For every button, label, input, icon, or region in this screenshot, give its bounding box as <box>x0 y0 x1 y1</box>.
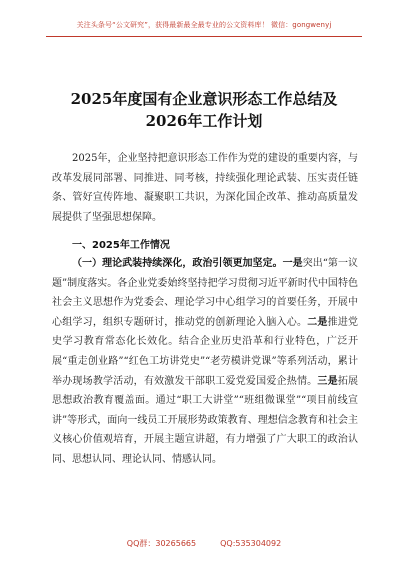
document-title-line2: 2026年工作计划 <box>145 112 263 130</box>
lead-marker-2: 二是 <box>307 316 328 328</box>
body-text-3: 拓展思想政治教育覆盖面。通过“职工大讲堂”“班组微课堂”“项目前线宣讲”等形式，面向一线员工开展形势政策教育、理想信念教育和社会主义核心价值观培育，开展主题宣讲超，有力增强了广大职工的政治认同、思想认同、理论认同、情感认同。 <box>52 375 359 465</box>
header-divider <box>46 36 362 37</box>
body-text-1: 突出“第一议题”制度落实。各企业党委始终坚持把学习贯彻习近平新时代中国特色社会主义思想作为党委会、理论学习中心组学习的首要任务，开展中心组学习，组织专题研讨，推动党的创新理论入脑入心。 <box>52 258 358 328</box>
footer-qq-group: QQ群：30265665 <box>126 539 197 548</box>
intro-paragraph: 2025年，企业坚持把意识形态工作作为党的建设的重要内容，与改革发展同部署、同推进、同考核，持续强化理论武装、压实责任链条、管好宣传阵地、凝聚职工共识，为深化国企改革、推动高质量发展提供了坚强思想保障。 <box>52 153 358 223</box>
footer-contacts <box>0 538 408 549</box>
section-heading: 一、2025年工作情况 <box>72 240 170 251</box>
document-title-line1: 2025年度国有企业意识形态工作总结及 <box>70 90 338 108</box>
footer-qq: QQ:535304092 <box>220 539 282 548</box>
body-paragraph <box>52 254 358 470</box>
subsection-heading: （一）理论武装持续深化，政治引领更加坚定。 <box>72 258 283 269</box>
body-text-2: 推进党史学习教育常态化长效化。结合企业历史沿革和行业特色，广泛开展“重走创业路”“红色工坊讲党史”“老劳模讲党课”等系列活动，累计举办现场教学活动，有效激发干部职工爱党爱国爱企热情。 <box>52 316 359 387</box>
lead-marker-3: 三是 <box>317 375 338 387</box>
header-banner: 关注头条号“公文研究”，获得最新最全最专业的公文资料库！ 微信：gongwenyj <box>76 21 332 29</box>
lead-marker-1: 一是 <box>282 258 303 269</box>
